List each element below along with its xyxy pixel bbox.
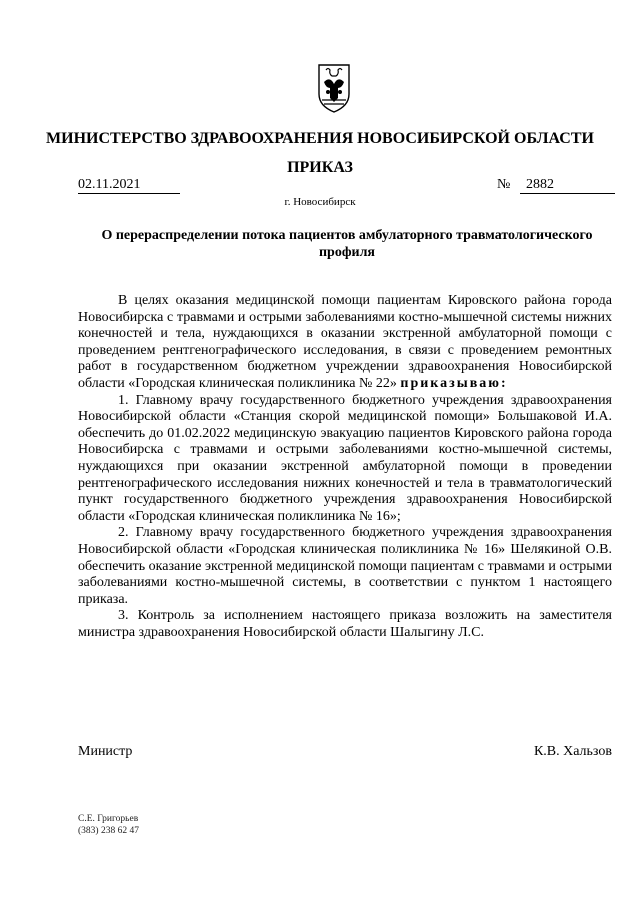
order-word: приказываю: — [400, 375, 508, 391]
item-2-paragraph: 2. Главному врачу государственного бюджетного учреждения здравоохранения Новосибирской области «Городская клиническая поликлиника № 16» Шелякиной О.В. обеспечить оказание экстренной медицинской помощи пациентам с травмами и острыми заболеваниями костно-мышечной системы, в соответствии с пунктом 1 настоящего приказа. — [78, 525, 612, 607]
coat-of-arms-icon — [316, 62, 352, 114]
executor-name: С.Е. Григорьев — [78, 814, 139, 824]
ministry-heading: МИНИСТЕРСТВО ЗДРАВООХРАНЕНИЯ НОВОСИБИРСКОЙ ОБЛАСТИ — [46, 130, 594, 147]
order-date: 02.11.2021 — [78, 176, 180, 194]
order-number: 2882 — [520, 176, 615, 194]
order-body — [78, 293, 612, 641]
document-type-heading: ПРИКАЗ — [287, 159, 353, 176]
item-1-paragraph: 1. Главному врачу государственного бюджетного учреждения здравоохранения Новосибирской области «Станция скорой медицинской помощи» Большаковой И.А. обеспечить до 01.02.2022 медицинскую эвакуацию пациентов Кировского района города Новосибирска с травмами и острыми заболеваниями костно-мышечной системы, нуждающихся при оказании экстренной амбулаторной помощи в проведении рентгенографического исследования нижних конечностей и тела в травматологический пункт государственного бюджетного учреждения здравоохранения Новосибирской области «Городская клиническая поликлиника № 16»; — [78, 392, 612, 524]
signer-position: Министр — [78, 744, 133, 759]
order-subject: О перераспределении потока пациентов амбулаторного травматологического профиля — [101, 228, 593, 260]
item-3-paragraph: 3. Контроль за исполнением настоящего приказа возложить на заместителя министра здравоохранения Новосибирской области Шалыгину Л.С. — [78, 608, 612, 640]
city-line: г. Новосибирск — [284, 196, 356, 208]
executor-phone: (383) 238 62 47 — [78, 826, 139, 836]
executor-block — [78, 813, 139, 837]
number-sign: № — [497, 177, 511, 192]
signer-name: К.В. Хальзов — [533, 744, 612, 759]
intro-text: В целях оказания медицинской помощи пациентам Кировского района города Новосибирска с травмами и острыми заболеваниями костно-мышечной системы нижних конечностей и тела, нуждающихся в оказании экстренной амбулаторной помощи с проведением рентгенографического исследования, в связи с проведением ремонтных работ в государственном бюджетном учреждении здравоохранения Новосибирской области «Городская клиническая поликлиника № 22» — [78, 293, 612, 391]
intro-paragraph — [78, 293, 612, 393]
